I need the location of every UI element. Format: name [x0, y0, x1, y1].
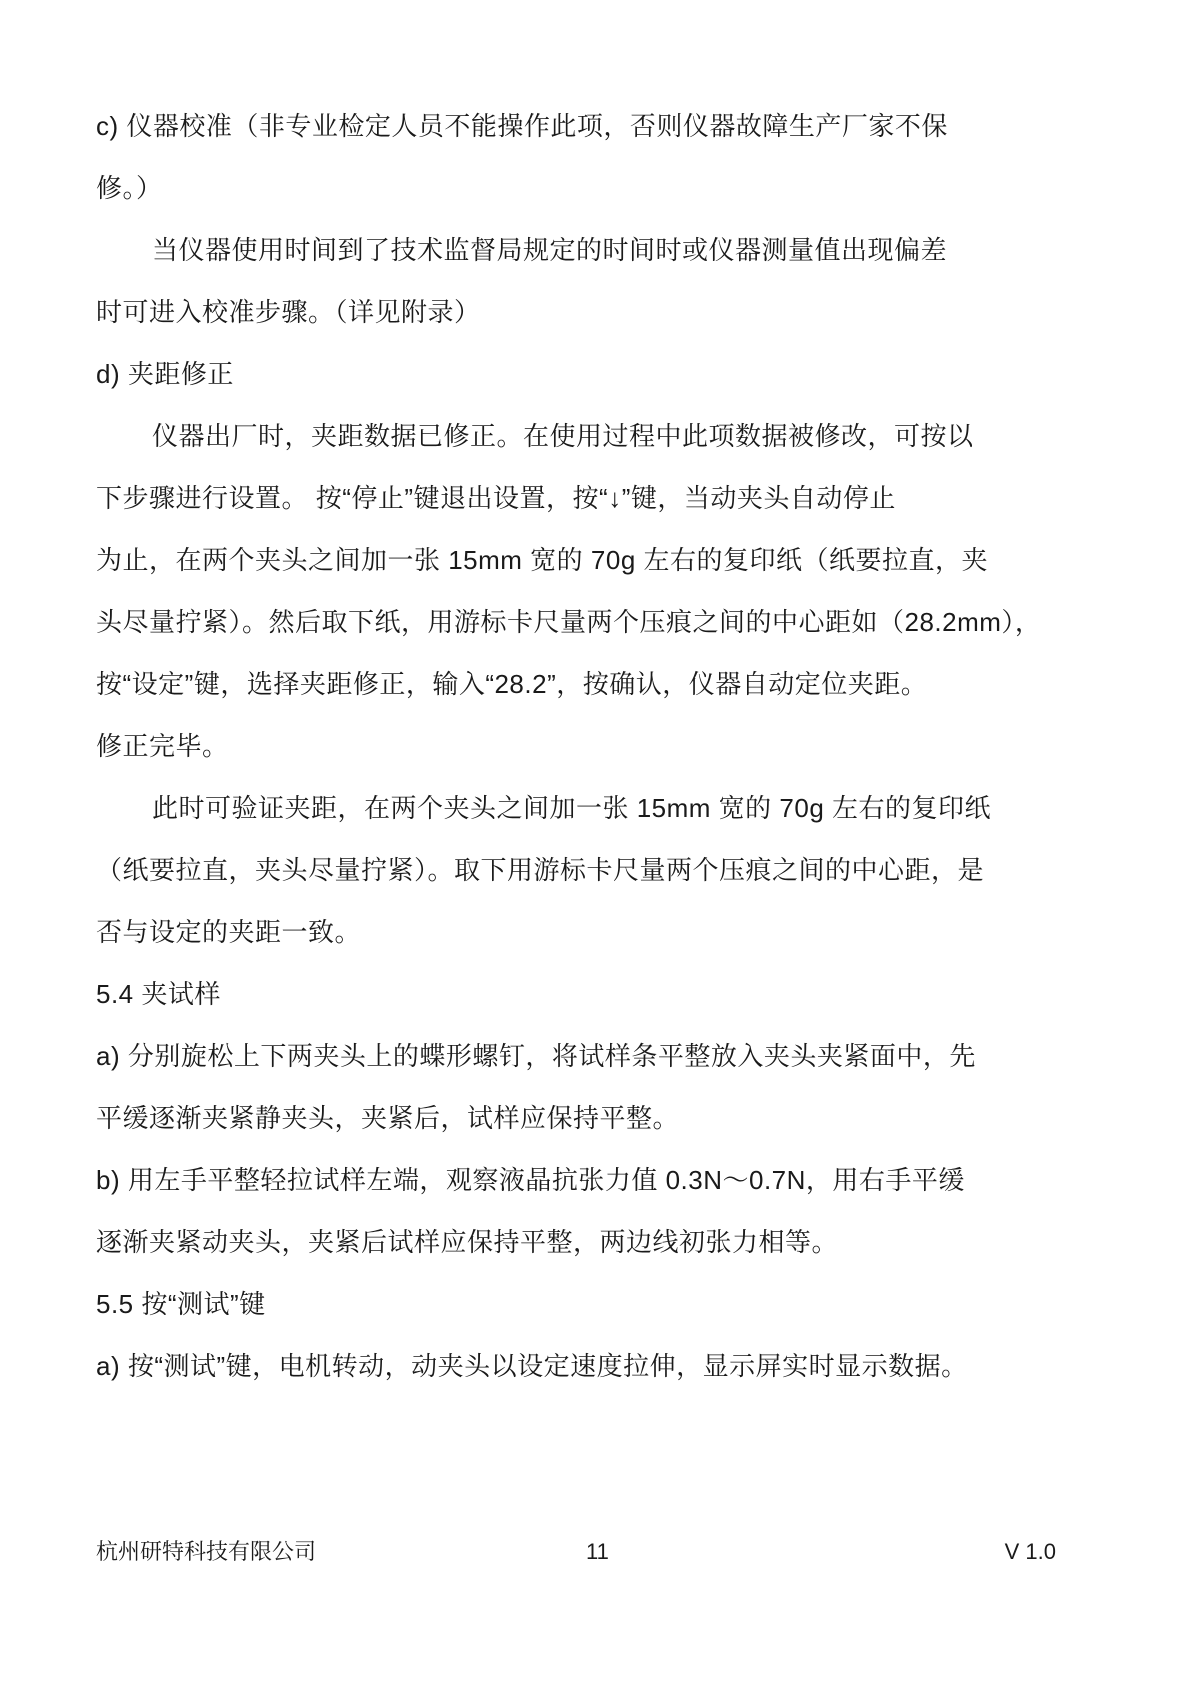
verify-paragraph-line: 此时可验证夹距，在两个夹头之间加一张 15mm 宽的 70g 左右的复印纸 [152, 793, 992, 823]
section-5-4-item-b: b) 用左手平整轻拉试样左端，观察液晶抗张力值 0.3N～0.7N，用右手平缓 [96, 1165, 965, 1195]
section-5-4-heading: 5.4 夹试样 [96, 979, 221, 1009]
section-5-4-item-a-cont: 平缓逐渐夹紧静夹头，夹紧后，试样应保持平整。 [96, 1103, 680, 1133]
section-5-5-heading: 5.5 按“测试”键 [96, 1289, 266, 1319]
item-c-calibration-heading: c) 仪器校准（非专业检定人员不能操作此项，否则仪器故障生产厂家不保 [96, 111, 948, 141]
clamp-distance-paragraph-line: 头尽量拧紧）。然后取下纸，用游标卡尺量两个压痕之间的中心距如（28.2mm）， [96, 607, 1042, 637]
item-d-clamp-distance-heading: d) 夹距修正 [96, 359, 234, 389]
footer-version: V 1.0 [1004, 1539, 1056, 1564]
clamp-distance-paragraph-line: 仪器出厂时，夹距数据已修正。在使用过程中此项数据被修改，可按以 [152, 421, 974, 451]
item-c-calibration-heading-cont: 修。） [96, 173, 163, 203]
page-footer [96, 1536, 1056, 1568]
section-5-4-item-b-cont: 逐渐夹紧动夹头，夹紧后试样应保持平整，两边线初张力相等。 [96, 1227, 839, 1257]
section-5-5-item-a: a) 按“测试”键，电机转动，动夹头以设定速度拉伸，显示屏实时显示数据。 [96, 1351, 968, 1381]
clamp-distance-paragraph-line: 修正完毕。 [96, 731, 229, 761]
calibration-paragraph-line: 当仪器使用时间到了技术监督局规定的时间时或仪器测量值出现偏差 [152, 235, 948, 265]
clamp-distance-paragraph-line: 为止，在两个夹头之间加一张 15mm 宽的 70g 左右的复印纸（纸要拉直，夹 [96, 545, 989, 575]
calibration-paragraph-line: 时可进入校准步骤。（详见附录） [96, 297, 481, 327]
verify-paragraph-line: （纸要拉直，夹头尽量拧紧）。取下用游标卡尺量两个压痕之间的中心距，是 [96, 855, 985, 885]
clamp-distance-paragraph-line: 按“设定”键，选择夹距修正，输入“28.2”，按确认，仪器自动定位夹距。 [96, 669, 928, 699]
footer-page-number: 11 [586, 1539, 609, 1564]
verify-paragraph-line: 否与设定的夹距一致。 [96, 917, 362, 947]
section-5-4-item-a: a) 分别旋松上下两夹头上的蝶形螺钉，将试样条平整放入夹头夹紧面中，先 [96, 1041, 976, 1071]
footer-company-name: 杭州研特科技有限公司 [96, 1539, 317, 1564]
clamp-distance-paragraph-line: 下步骤进行设置。 按“停止”键退出设置，按“↓”键，当动夹头自动停止 [96, 483, 896, 513]
